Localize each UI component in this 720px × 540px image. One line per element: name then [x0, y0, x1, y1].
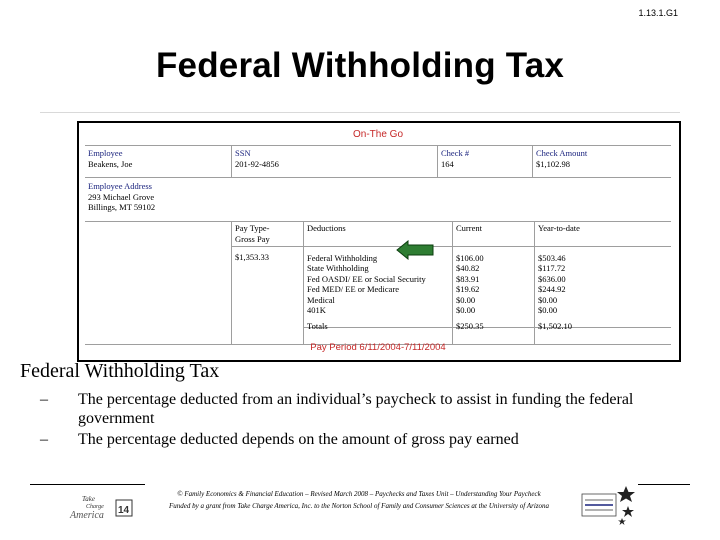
current-column	[452, 221, 534, 344]
deduction-current: $40.82	[456, 263, 480, 273]
address-label: Employee Address	[88, 181, 152, 191]
dash-bullet-icon: –	[40, 391, 48, 408]
ssn-cell	[231, 146, 437, 177]
deduction-current: $0.00	[456, 294, 476, 305]
footer-divider	[30, 484, 145, 485]
svg-text:14: 14	[118, 505, 130, 516]
totals-label: Totals	[307, 320, 328, 331]
deduction-ytd: $117.72	[538, 263, 566, 273]
slide-id: 1.13.1.G1	[638, 8, 678, 18]
deduction-current: $0.00	[456, 305, 476, 315]
address-line2: Billings, MT 59102	[88, 202, 156, 212]
check-number-cell	[437, 146, 532, 177]
deduction-ytd: $0.00	[538, 294, 558, 305]
deduction-ytd: $244.92	[538, 284, 566, 294]
deduction-current: $106.00	[456, 252, 484, 263]
paystub-grid	[85, 145, 671, 345]
page-title: Federal Withholding Tax	[155, 46, 565, 85]
bullet-text: The percentage deducted from an individual’s paycheck to assist in funding the federal government	[78, 391, 634, 427]
deduction-name: 401K	[307, 305, 326, 315]
deduction-current: $19.62	[456, 284, 480, 294]
gross-pay-label: Gross Pay	[235, 233, 270, 244]
address-cell	[85, 177, 385, 221]
title-divider	[40, 112, 680, 113]
pay-type-header	[231, 221, 303, 344]
university-star-logo	[580, 484, 640, 526]
employee-name: Beakens, Joe	[88, 158, 133, 169]
gross-pay-value: $1,353.33	[235, 252, 269, 262]
deduction-current: $83.91	[456, 273, 480, 284]
subheading: Federal Withholding Tax	[20, 360, 220, 382]
take-charge-america-logo	[66, 492, 140, 522]
check-number-label: Check #	[441, 148, 470, 158]
bullet-text: The percentage deducted depends on the amount of gross pay earned	[78, 431, 519, 448]
pay-type-label: Pay Type-	[235, 223, 270, 233]
ytd-label: Year-to-date	[538, 223, 580, 233]
deduction-ytd: $503.46	[538, 252, 566, 263]
ssn-value: 201-92-4856	[235, 158, 279, 169]
ssn-label: SSN	[235, 148, 251, 158]
current-label: Current	[456, 223, 482, 233]
svg-text:America: America	[70, 510, 104, 521]
footer-divider	[638, 484, 690, 485]
deduction-name: Medical	[307, 294, 335, 305]
check-amount-value: $1,102.98	[536, 158, 570, 169]
footer-line2: Funded by a grant from Take Charge America, Inc. to the Norton School of Family and Consumer Sciences at the University of Arizona	[168, 502, 550, 510]
footer	[143, 488, 575, 512]
deduction-name: State Withholding	[307, 263, 369, 273]
check-amount-label: Check Amount	[536, 148, 588, 158]
deductions-label: Deductions	[307, 223, 346, 233]
footer-line1: © Family Economics & Financial Education – Revised March 2008 – Paychecks and Taxes Unit – Understanding Your Paycheck	[177, 490, 541, 498]
deduction-name: Fed OASDI/ EE or Social Security	[307, 273, 426, 284]
check-number-value: 164	[441, 158, 454, 169]
paystub	[77, 121, 681, 362]
dash-bullet-icon: –	[40, 431, 48, 448]
bullet-list	[40, 390, 710, 451]
deduction-name: Fed MED/ EE or Medicare	[307, 284, 400, 294]
svg-text:Take: Take	[82, 495, 95, 503]
employee-label: Employee	[88, 148, 123, 158]
pay-period: Pay Period 6/11/2004-7/11/2004	[310, 342, 446, 353]
deduction-ytd: $636.00	[538, 273, 566, 284]
ytd-column	[534, 221, 671, 344]
totals-current: $250.35	[456, 320, 484, 331]
company-name: On-The Go	[352, 129, 404, 140]
deduction-name: Federal Withholding	[307, 252, 378, 263]
deduction-ytd: $0.00	[538, 305, 558, 315]
check-amount-cell	[532, 146, 671, 177]
svg-text:Charge: Charge	[86, 504, 104, 510]
address-line1: 293 Michael Grove	[88, 191, 155, 202]
left-arrow-icon	[396, 240, 434, 260]
totals-ytd: $1,502.10	[538, 320, 572, 331]
employee-cell	[85, 146, 231, 177]
list-item	[40, 430, 710, 449]
list-item	[40, 390, 710, 428]
